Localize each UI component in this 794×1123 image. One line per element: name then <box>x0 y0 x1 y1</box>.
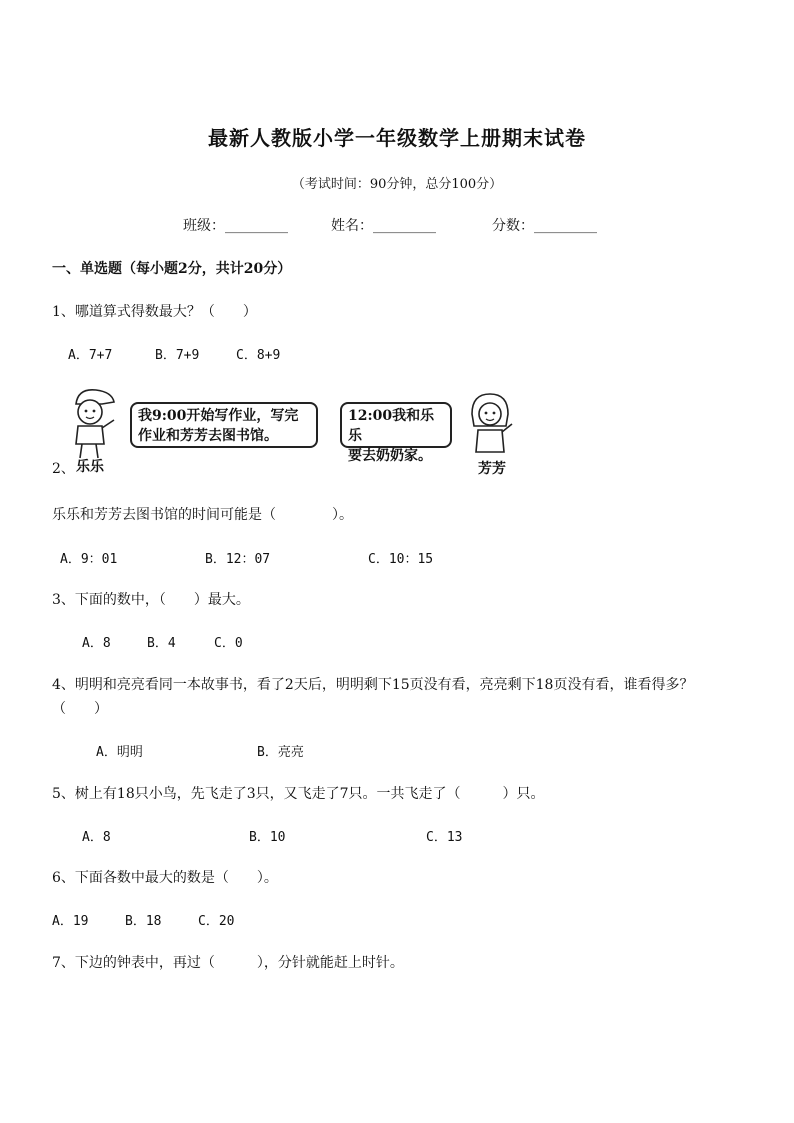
q1-option-c[interactable]: C．8+9 <box>236 348 281 363</box>
name-label-lele: 乐乐 <box>76 459 104 475</box>
q4-option-a[interactable]: A．明明 <box>96 745 143 760</box>
q4-option-b[interactable]: B．亮亮 <box>257 745 304 760</box>
q6-option-c[interactable]: C．20 <box>198 914 235 929</box>
q6-option-a[interactable]: A．19 <box>52 914 89 929</box>
section-title: 一、单选题（每小题2分，共计20分） <box>52 261 292 277</box>
name-field[interactable]: 姓名：_________ <box>331 218 436 234</box>
q3-option-a[interactable]: A．8 <box>82 636 111 651</box>
question-3: 3、下面的数中，（ ）最大。 <box>52 592 250 608</box>
q1-option-a[interactable]: A．7+7 <box>68 348 113 363</box>
question-4: 4、明明和亮亮看同一本故事书，看了2天后，明明剩下15页没有看，亮亮剩下18页没有看，谁看得多？ <box>52 677 694 693</box>
name-label-fangfang: 芳芳 <box>478 461 506 477</box>
q5-option-a[interactable]: A．8 <box>82 830 111 845</box>
q5-option-c[interactable]: C．13 <box>426 830 463 845</box>
question-6: 6、下面各数中最大的数是（ ）。 <box>52 870 278 886</box>
page-title: 最新人教版小学一年级数学上册期末试卷 <box>208 126 586 150</box>
score-field[interactable]: 分数：_________ <box>492 218 597 234</box>
class-field[interactable]: 班级：_________ <box>183 218 288 234</box>
q2-option-b[interactable]: B．12：07 <box>205 552 271 567</box>
question-4-blank: （ ） <box>52 701 108 717</box>
q2-option-a[interactable]: A．9：01 <box>60 552 118 567</box>
speech-bubble-fangfang: 12:00我和乐乐 要去奶奶家。 <box>340 402 452 448</box>
q1-option-b[interactable]: B．7+9 <box>155 348 200 363</box>
question-1: 1、哪道算式得数最大？（ ） <box>52 304 257 320</box>
question-5: 5、树上有18只小鸟，先飞走了3只，又飞走了7只。一共飞走了（ ）只。 <box>52 786 545 802</box>
q6-option-b[interactable]: B．18 <box>125 914 162 929</box>
girl-illustration <box>460 390 520 460</box>
speech-bubble-lele: 我9:00开始写作业，写完 作业和芳芳去图书馆。 <box>130 402 318 448</box>
q3-option-b[interactable]: B．4 <box>147 636 176 651</box>
boy-illustration <box>64 384 120 460</box>
q3-option-c[interactable]: C．0 <box>214 636 243 651</box>
question-2-number: 2、 <box>52 461 75 477</box>
exam-info: （考试时间：90分钟，总分100分） <box>291 177 503 192</box>
q5-option-b[interactable]: B．10 <box>249 830 286 845</box>
question-2: 乐乐和芳芳去图书馆的时间可能是（ ）。 <box>52 507 353 523</box>
q2-option-c[interactable]: C．10：15 <box>368 552 434 567</box>
question-7: 7、下边的钟表中，再过（ ），分针就能赶上时针。 <box>52 955 404 971</box>
